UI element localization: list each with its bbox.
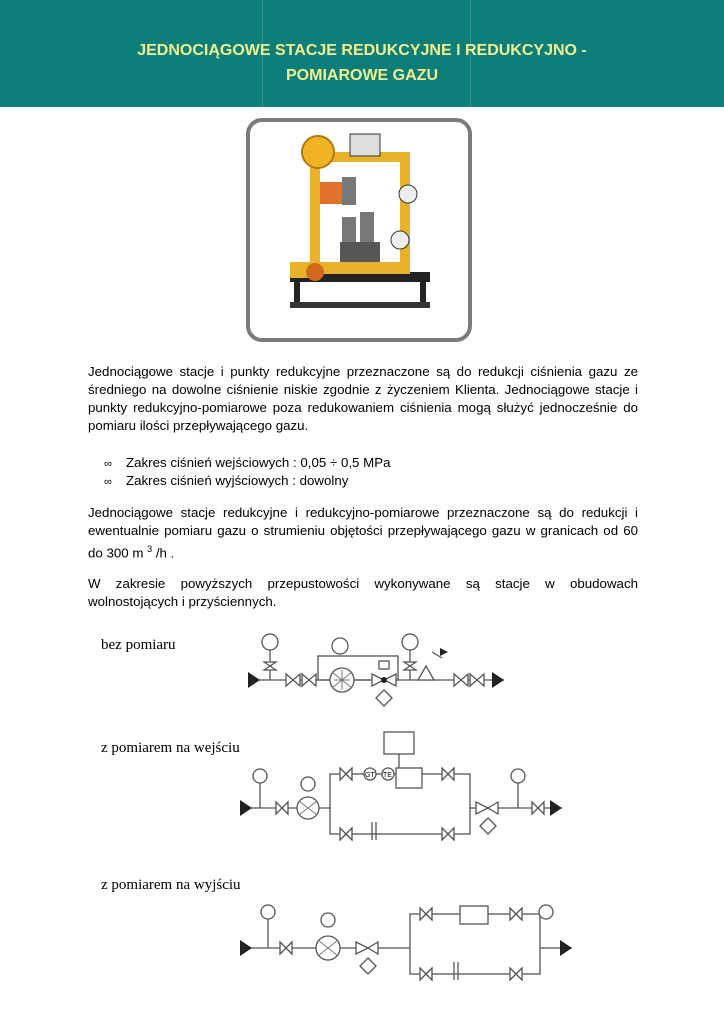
diagram-label-inlet-metering: z pomiarem na wejściu [101, 740, 240, 756]
gas-station-photo [246, 118, 472, 342]
bullet-input-pressure: ∞ Zakres ciśnień wejściowych : 0,05 ÷ 0,5 MPa [104, 454, 390, 473]
gas-station-photo-icon [250, 122, 468, 338]
intro-paragraph: Jednociągowe stacje i punkty redukcyjne przeznaczone są do redukcji ciśnienia gazu ze średniego na dowolne ciśnienie niskie zgodnie z życzeniem Klienta. Jednociągowe stacje i punkty redukcyjno-pomiarowe poza redukowaniem ciśnienia mogą służyć jednocześnie do pomiaru ilości przepływającego gazu. [88, 364, 638, 433]
bullet-symbol: ∞ [104, 458, 112, 470]
capacity-paragraph: Jednociągowe stacje redukcyjne i redukcyjno-pomiarowe przeznaczone są do redukcji i ewentualnie pomiaru gazu o strumieniu objętości przepływającego gazu w granicach od 60 do 300 m $^3$ /h . [88, 505, 638, 561]
scheme-outlet-metering-icon [232, 888, 582, 998]
bullet-symbol: ∞ [104, 476, 112, 488]
scheme-inlet-metering-icon [232, 728, 572, 853]
bullet-output-pressure: ∞ Zakres ciśnień wyjściowych : dowolny [104, 472, 348, 491]
housing-paragraph: W zakresie powyższych przepustowości wykonywane są stacje w obudowach wolnostojących i przyściennych. [88, 576, 638, 609]
tag-gt: GT [365, 772, 375, 779]
tag-te: TE [383, 772, 392, 779]
page-title-line1: JEDNOCIĄGOWE STACJE REDUKCYJNE I REDUKCYJNO - [137, 42, 587, 59]
scheme-no-metering-icon [236, 628, 516, 718]
diagram-label-outlet-metering: z pomiarem na wyjściu [101, 877, 241, 893]
page-title-line2: POMIAROWE GAZU [286, 67, 438, 84]
diagram-label-no-metering: bez pomiaru [101, 637, 176, 653]
